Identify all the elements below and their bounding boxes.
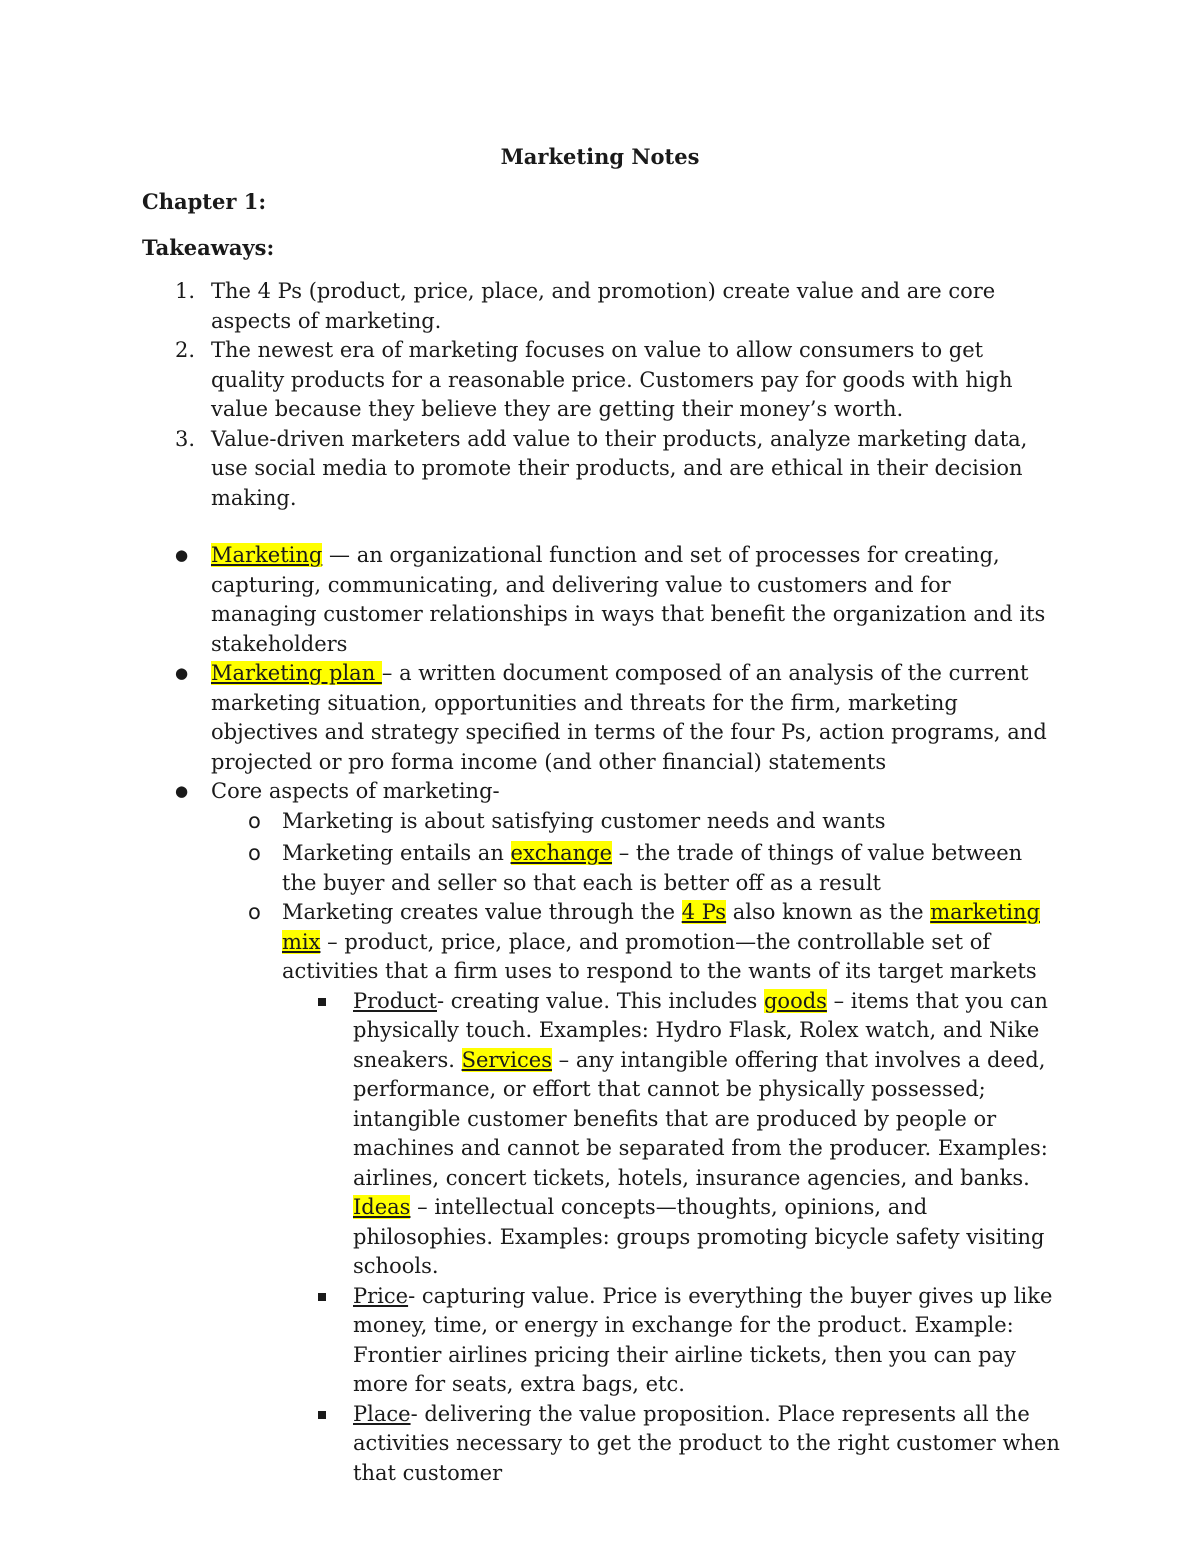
p-text: – intellectual concepts—thoughts, opinions, and philosophies. Examples: groups promoting bicycle safety visiting schools.: [353, 1195, 1045, 1278]
square-bullet-icon: [318, 998, 326, 1006]
p-text: - delivering the value proposition. Place represents all the activities necessary to get the product to the right customer when that customer: [353, 1401, 1060, 1485]
circle-bullet-icon: o: [248, 841, 261, 865]
highlighted-term: Marketing: [211, 543, 323, 567]
highlighted-term: marketing mix: [282, 900, 1040, 954]
list-number: 3.: [175, 426, 196, 451]
p-text: – any intangible offering that involves a deed, performance, or effort that cannot be physically possessed; intangible customer benefits that are produced by people or machines and cannot be separated from the producer. Examples: airlines, concert tickets, hotels, insurance agencies, and banks.: [353, 1047, 1048, 1190]
takeaway-text: The 4 Ps (product, price, place, and promotion) create value and are core aspects of marketing.: [211, 279, 996, 333]
page-title: Marketing Notes: [500, 144, 700, 169]
sub-item: [211, 807, 1062, 837]
circle-bullet-icon: o: [248, 900, 261, 924]
four-ps-price: [282, 1282, 1062, 1400]
sub-text: – the trade of things of value between the buyer and seller so that each is better off as a result: [282, 841, 1023, 895]
definitions-list: [142, 541, 1062, 1488]
square-bullet-icon: [318, 1411, 326, 1419]
takeaway-text: Value-driven marketers add value to their products, analyze marketing data, use social media to promote their products, and are ethical in their decision making.: [211, 426, 1028, 510]
core-aspects-label: Core aspects of marketing-: [211, 779, 500, 803]
four-ps-place: [282, 1400, 1062, 1489]
p-text: - capturing value. Price is everything the buyer gives up like money, time, or energy in exchange for the product. Example: Frontier airlines pricing their airline tickets, then you can pay more for seats, extra bags, etc.: [353, 1283, 1053, 1396]
highlighted-term: Ideas: [353, 1195, 411, 1219]
highlighted-term: Services: [461, 1047, 552, 1072]
definition-text: — an organizational function and set of processes for creating, capturing, communicating, and delivering value to customers and for managing customer relationships in ways that benefit the organization and its stakeholders: [211, 543, 1046, 656]
sub-item: [211, 839, 1062, 898]
highlighted-term: 4 Ps: [681, 900, 727, 924]
sub-text: Marketing is about satisfying customer needs and wants: [282, 808, 886, 833]
sub-item: [211, 898, 1062, 1488]
sub-text: Marketing creates value through the: [282, 900, 682, 924]
takeaway-text: The newest era of marketing focuses on value to allow consumers to get quality products for a reasonable price. Customers pay for goods with high value because they believe they are getting their money’s worth.: [211, 338, 1013, 421]
bullet-icon: ●: [175, 664, 189, 682]
highlighted-term: Marketing plan: [211, 661, 382, 685]
definition-marketing-plan: [142, 659, 1062, 777]
list-number: 2.: [175, 338, 196, 362]
bullet-icon: ●: [175, 782, 189, 800]
sub-text: Marketing entails an: [282, 841, 511, 865]
p-label: Product: [353, 988, 437, 1013]
bullet-icon: ●: [175, 546, 189, 564]
takeaway-item: [142, 425, 1062, 514]
definition-text: – a written document composed of an analysis of the current marketing situation, opportunities and threats for the firm, marketing objectives and strategy specified in terms of the four Ps, action programs, and projected or pro forma income (and other financial) statements: [211, 661, 1047, 774]
list-number: 1.: [175, 279, 196, 303]
four-ps-product: [282, 987, 1062, 1282]
core-aspects-list: [211, 807, 1062, 1489]
four-ps-list: [282, 987, 1062, 1489]
chapter-heading: Chapter 1:: [142, 189, 267, 214]
square-bullet-icon: [318, 1293, 326, 1301]
takeaway-item: [142, 277, 1062, 336]
sub-text: – product, price, place, and promotion—the controllable set of activities that a firm uses to respond to the wants of its target markets: [282, 929, 1037, 983]
definition-marketing: [142, 541, 1062, 659]
p-text: - creating value. This includes: [436, 988, 764, 1013]
highlighted-term: goods: [763, 988, 827, 1013]
sub-text: also known as the: [726, 900, 931, 924]
takeaways-list: [142, 277, 1062, 513]
takeaways-heading: Takeaways:: [142, 235, 275, 260]
p-label: Place: [353, 1401, 411, 1426]
takeaway-item: [142, 336, 1062, 425]
circle-bullet-icon: o: [248, 808, 261, 833]
highlighted-term: exchange: [510, 841, 613, 865]
core-aspects: [142, 777, 1062, 1488]
p-label: Price: [353, 1283, 409, 1308]
p-text: – items that you can physically touch. Examples: Hydro Flask, Rolex watch, and Nike sneakers.: [353, 988, 1048, 1072]
